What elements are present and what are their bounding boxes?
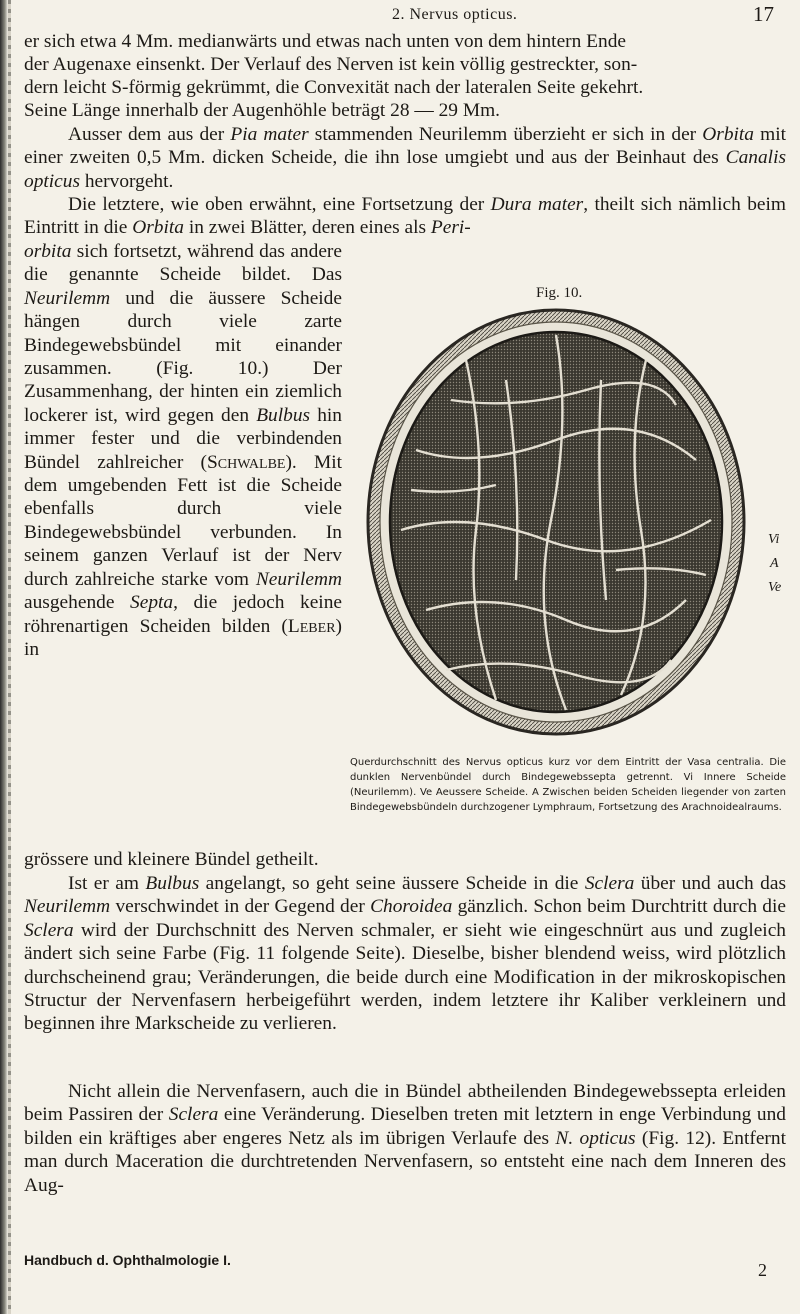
figure-illustration <box>356 300 786 750</box>
text-run: in zwei Blätter, deren eines als <box>183 217 431 239</box>
text-run: eine Veränderung. Dieselben treten mit letztern in enge Verbindung und bilden ein kräftiges aber engeres Netz als im übrigen Verlaufe des <box>24 1104 786 1149</box>
text-line: der Augenaxe einsenkt. Der Verlauf des Nerven ist kein völlig gestreckter, son- <box>24 54 638 75</box>
text-run: stammenden Neurilemm überzieht er sich in der <box>308 124 703 145</box>
term-orbita: orbita <box>24 241 72 262</box>
label-a: A <box>770 556 779 571</box>
text-run: , die jedoch keine röhrenartigen Scheiden bilden ( <box>24 592 342 637</box>
term-dura-mater: Dura mater <box>490 194 584 215</box>
author-schwalbe: Schwalbe <box>207 451 286 473</box>
term-bulbus: Bulbus <box>256 404 311 426</box>
text-run: ) in <box>24 615 342 660</box>
term-choroidea: Choroidea <box>370 896 453 918</box>
term-sclera: Sclera <box>168 1104 219 1126</box>
term-neurilemm: Neurilemm <box>24 287 111 309</box>
term-neurilemm: Neurilemm <box>24 896 111 918</box>
figure-label: Fig. 10. <box>536 285 583 301</box>
paragraph-5 <box>24 872 786 1036</box>
text-run: grössere und kleinere Bündel getheilt. <box>24 849 319 870</box>
text-line: Seine Länge innerhalb der Augenhöhle beträgt 28 — 29 Mm. <box>24 100 501 121</box>
text-line: er sich etwa 4 Mm. medianwärts und etwas nach unten von dem hintern Ende <box>24 31 627 52</box>
text-run: Nicht allein die Nervenfasern, auch die in Bündel abtheilenden Bindegewebssepta erleiden beim Passiren der <box>24 1081 786 1126</box>
page-binding-shadow <box>0 0 8 1314</box>
term-sclera: Sclera <box>584 873 635 894</box>
text-run: mit einer zweiten 0,5 Mm. dicken Scheide, die ihn lose umgiebt und aus der Beinhaut des <box>24 124 786 169</box>
text-line: dern leicht S-förmig gekrümmt, die Convexität nach der lateralen Seite gekehrt. <box>24 77 644 98</box>
text-run: und die äussere Scheide hängen durch viele zarte Bindegewebsbündel mit einander zusammen. (Fig. 10.) Der Zusammenhang, der hinten ein ziemlich lockerer ist, wird gegen den <box>24 287 342 426</box>
text-run: , theilt sich nämlich beim Eintritt in die <box>24 194 786 239</box>
term-n-opticus: N. opticus <box>555 1127 636 1149</box>
paragraph-6 <box>24 1080 786 1197</box>
text-run: ausgehende <box>24 592 131 614</box>
text-run: Ausser dem aus der <box>68 124 231 145</box>
wrapped-paragraph <box>24 240 342 661</box>
text-run: hervorgeht. <box>80 170 174 192</box>
text-run: (Fig. 12). Entfernt man durch Maceration die durchtretenden Nervenfasern, so entsteht eine nach dem Inneren des Aug- <box>24 1127 786 1196</box>
text-run: sich fortsetzt, während das andere die genannte Scheide bildet. Das <box>24 241 342 286</box>
text-run: ). Mit dem umgebenden Fett ist die Scheide ebenfalls durch viele Bindegewebsbündel verbunden. In seinem ganzen Verlauf ist der Nerv durch zahlreiche starke vom <box>24 451 343 590</box>
text-run: Ist er am <box>68 873 146 894</box>
footer-signature: 2 <box>758 1260 767 1280</box>
paragraph-4 <box>24 848 786 871</box>
term-periorbita: Peri- <box>430 217 471 239</box>
term-canalis-opticus: Canalis opticus <box>24 147 786 192</box>
term-septa: Septa <box>130 592 174 614</box>
paragraph-3 <box>24 193 786 240</box>
figure-optic-nerve-cross-section <box>356 300 786 750</box>
text-run: über und auch das <box>634 873 786 894</box>
paragraph-2 <box>24 123 786 193</box>
term-sclera: Sclera <box>24 919 74 941</box>
footer-source: Handbuch d. Ophthalmologie I. <box>24 1252 231 1268</box>
text-run: Die letztere, wie oben erwähnt, eine Fortsetzung der <box>68 194 491 215</box>
label-ve: Ve <box>768 580 782 595</box>
text-run: hin immer fester und die verbindenden Bündel zahlreicher ( <box>24 404 342 473</box>
text-run: wird der Durchschnitt des Nerven schmaler, er sieht wie eingeschnürt aus und zugleich ändert sich seine Farbe (Fig. 11 folgende Seite). Dieselbe, bisher blendend weiss, wird plötzlich durchscheinend grau; Veränderungen, die beide durch eine Modification in der mikroskopischen Structur der Nervenfasern herbeigeführt werden, indem letztere ihr Kaliber verkleinern und beginnen ihre Markscheide zu verlieren. <box>24 919 786 1035</box>
term-bulbus: Bulbus <box>145 873 200 894</box>
term-orbita: Orbita <box>702 124 754 145</box>
page-number: 17 <box>753 2 774 26</box>
figure-caption: Querdurchschnitt des Nervus opticus kurz vor dem Eintritt der Vasa centralia. Die dunklen Nervenbündel durch Bindegewebssepta getrennt. Vi Innere Scheide (Neurilemm). Ve Aeussere Scheide. A Zwischen beiden Scheiden liegender von zarten Bindegewebsbündeln durchzogener Lymphraum, Fortsetzung des Arachnoidealraums. <box>350 757 786 813</box>
text-run: gänzlich. Schon beim Durchtritt durch die <box>452 896 787 918</box>
text-run: verschwindet in der Gegend der <box>110 896 371 918</box>
label-vi: Vi <box>768 532 780 547</box>
page-binding-edge <box>8 0 11 1314</box>
term-neurilemm: Neurilemm <box>255 568 342 590</box>
text-run: angelangt, so geht seine äussere Scheide in die <box>199 873 585 894</box>
term-orbita: Orbita <box>132 217 184 239</box>
term-pia-mater: Pia mater <box>230 124 309 145</box>
running-head: 2. Nervus opticus. <box>392 6 518 23</box>
author-leber: Leber <box>287 615 336 637</box>
